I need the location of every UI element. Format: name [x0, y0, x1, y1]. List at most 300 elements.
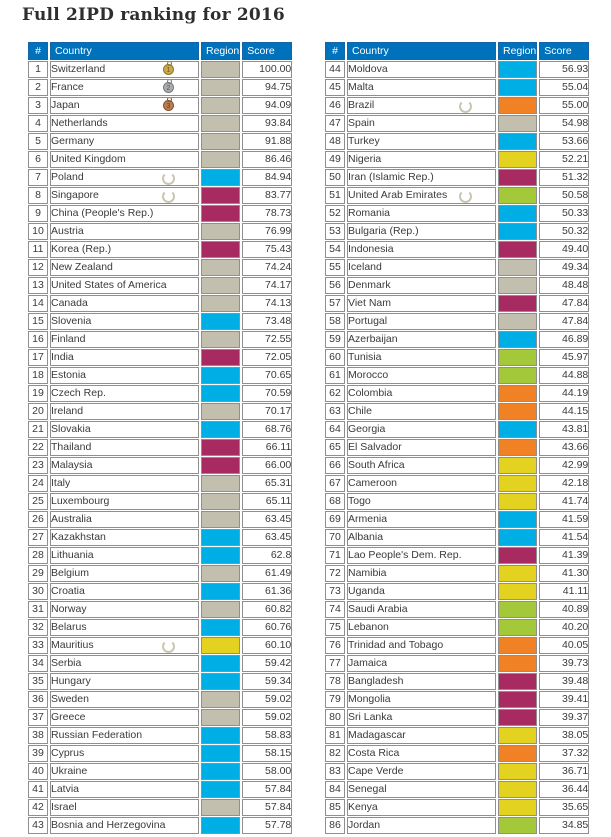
- country-label: Senegal: [348, 783, 387, 795]
- country-label: United Arab Emirates: [348, 189, 448, 201]
- rank-cell: 83: [325, 763, 345, 780]
- country-label: El Salvador: [348, 441, 402, 453]
- country-label: Lao People's Dem. Rep.: [348, 549, 462, 561]
- country-label: France: [51, 81, 84, 93]
- score-cell: 60.10: [242, 637, 292, 654]
- country-cell: [347, 511, 496, 528]
- table-row: [325, 205, 589, 222]
- region-cell: [498, 241, 537, 258]
- region-cell: [498, 673, 537, 690]
- country-cell: [50, 241, 199, 258]
- country-cell: [347, 619, 496, 636]
- rank-cell: 15: [28, 313, 48, 330]
- rank-cell: 81: [325, 727, 345, 744]
- country-cell: [50, 223, 199, 240]
- table-row: [28, 115, 292, 132]
- medal-ribbon-loop: [167, 79, 172, 84]
- score-cell: 76.99: [242, 223, 292, 240]
- rank-cell: 53: [325, 223, 345, 240]
- country-cell: [50, 619, 199, 636]
- column-header-country: Country: [50, 42, 199, 60]
- rank-cell: 54: [325, 241, 345, 258]
- rank-cell: 35: [28, 673, 48, 690]
- country-label: Luxembourg: [51, 495, 110, 507]
- silver-medal-icon: 2: [163, 82, 174, 93]
- region-cell: [201, 403, 240, 420]
- country-cell: [347, 547, 496, 564]
- score-cell: 66.11: [242, 439, 292, 456]
- table-row: [325, 169, 589, 186]
- table-row: [325, 619, 589, 636]
- country-label: Thailand: [51, 441, 92, 453]
- table-row: [28, 655, 292, 672]
- country-label: New Zealand: [51, 261, 113, 273]
- score-cell: 39.37: [539, 709, 589, 726]
- country-cell: [347, 655, 496, 672]
- country-cell: [347, 475, 496, 492]
- rank-cell: 62: [325, 385, 345, 402]
- score-cell: 44.15: [539, 403, 589, 420]
- region-cell: [201, 331, 240, 348]
- country-cell: [50, 421, 199, 438]
- region-cell: [201, 295, 240, 312]
- region-cell: [201, 493, 240, 510]
- country-cell: [347, 313, 496, 330]
- rank-cell: 8: [28, 187, 48, 204]
- region-cell: [201, 673, 240, 690]
- country-label: Kenya: [348, 801, 378, 813]
- score-cell: 46.89: [539, 331, 589, 348]
- region-cell: [498, 655, 537, 672]
- region-cell: [498, 583, 537, 600]
- rank-cell: 16: [28, 331, 48, 348]
- country-label: Hungary: [51, 675, 91, 687]
- table-row: [28, 817, 292, 834]
- table-row: [28, 205, 292, 222]
- score-cell: 50.58: [539, 187, 589, 204]
- rank-cell: 25: [28, 493, 48, 510]
- region-cell: [498, 547, 537, 564]
- region-cell: [201, 565, 240, 582]
- country-label: Ukraine: [51, 765, 88, 777]
- score-cell: 56.93: [539, 61, 589, 78]
- region-cell: [201, 223, 240, 240]
- rank-cell: 51: [325, 187, 345, 204]
- score-cell: 62.8: [242, 547, 292, 564]
- region-cell: [498, 97, 537, 114]
- region-cell: [201, 601, 240, 618]
- score-cell: 58.00: [242, 763, 292, 780]
- score-cell: 55.00: [539, 97, 589, 114]
- country-label: United Kingdom: [51, 153, 126, 165]
- region-cell: [498, 457, 537, 474]
- rank-cell: 46: [325, 97, 345, 114]
- score-cell: 73.48: [242, 313, 292, 330]
- region-cell: [201, 475, 240, 492]
- table-row: [28, 349, 292, 366]
- score-cell: 35.65: [539, 799, 589, 816]
- table-row: [28, 61, 292, 78]
- table-row: [28, 367, 292, 384]
- score-cell: 57.84: [242, 799, 292, 816]
- rank-cell: 77: [325, 655, 345, 672]
- country-label: Costa Rica: [348, 747, 400, 759]
- country-cell: [50, 133, 199, 150]
- country-cell: [347, 79, 496, 96]
- country-label: Estonia: [51, 369, 87, 381]
- ranking-table-right-container: [323, 41, 591, 835]
- table-row: [28, 277, 292, 294]
- score-cell: 65.11: [242, 493, 292, 510]
- region-cell: [498, 763, 537, 780]
- country-label: Turkey: [348, 135, 380, 147]
- country-cell: [50, 349, 199, 366]
- score-cell: 84.94: [242, 169, 292, 186]
- score-cell: 66.00: [242, 457, 292, 474]
- score-cell: 83.77: [242, 187, 292, 204]
- rank-cell: 11: [28, 241, 48, 258]
- country-label: Netherlands: [51, 117, 108, 129]
- score-cell: 72.55: [242, 331, 292, 348]
- rank-cell: 63: [325, 403, 345, 420]
- score-cell: 43.81: [539, 421, 589, 438]
- rank-cell: 42: [28, 799, 48, 816]
- bronze-medal-icon: 3: [163, 100, 174, 111]
- table-row: [28, 241, 292, 258]
- country-cell: [50, 691, 199, 708]
- country-label: Indonesia: [348, 243, 394, 255]
- score-cell: 39.48: [539, 673, 589, 690]
- country-label: Saudi Arabia: [348, 603, 408, 615]
- country-cell: [347, 403, 496, 420]
- country-label: Bulgaria (Rep.): [348, 225, 419, 237]
- region-cell: [498, 115, 537, 132]
- rank-cell: 73: [325, 583, 345, 600]
- score-cell: 37.32: [539, 745, 589, 762]
- country-label: Italy: [51, 477, 71, 489]
- table-row: [28, 331, 292, 348]
- rank-cell: 45: [325, 79, 345, 96]
- table-row: [28, 583, 292, 600]
- country-cell: [347, 565, 496, 582]
- column-header-rank: #: [28, 42, 48, 60]
- region-cell: [498, 169, 537, 186]
- region-cell: [498, 493, 537, 510]
- score-cell: 41.74: [539, 493, 589, 510]
- country-label: China (People's Rep.): [51, 207, 154, 219]
- country-cell: [50, 745, 199, 762]
- country-cell: [50, 367, 199, 384]
- country-label: Germany: [51, 135, 95, 147]
- region-cell: [498, 637, 537, 654]
- table-row: [325, 691, 589, 708]
- country-label: Malaysia: [51, 459, 93, 471]
- score-cell: 74.17: [242, 277, 292, 294]
- region-cell: [201, 151, 240, 168]
- rank-cell: 9: [28, 205, 48, 222]
- score-cell: 63.45: [242, 529, 292, 546]
- table-row: [325, 493, 589, 510]
- country-cell: [50, 115, 199, 132]
- table-row: [325, 655, 589, 672]
- country-label: Mauritius: [51, 639, 94, 651]
- country-cell: [347, 385, 496, 402]
- country-cell: [347, 763, 496, 780]
- country-cell: [50, 385, 199, 402]
- country-label: Russian Federation: [51, 729, 143, 741]
- table-row: [325, 367, 589, 384]
- country-cell: [50, 493, 199, 510]
- rank-cell: 1: [28, 61, 48, 78]
- country-label: Georgia: [348, 423, 386, 435]
- country-cell: [50, 655, 199, 672]
- rank-cell: 47: [325, 115, 345, 132]
- rank-cell: 38: [28, 727, 48, 744]
- country-cell: [347, 61, 496, 78]
- table-row: [325, 331, 589, 348]
- country-label: Switzerland: [51, 63, 106, 75]
- region-cell: [201, 259, 240, 276]
- score-cell: 51.32: [539, 169, 589, 186]
- region-cell: [498, 349, 537, 366]
- ranking-table-right: [323, 41, 591, 835]
- column-header-country: Country: [347, 42, 496, 60]
- country-label: Canada: [51, 297, 88, 309]
- rank-cell: 2: [28, 79, 48, 96]
- country-label: Azerbaijan: [348, 333, 398, 345]
- score-cell: 75.43: [242, 241, 292, 258]
- country-cell: [50, 403, 199, 420]
- country-cell: [347, 493, 496, 510]
- rank-cell: 22: [28, 439, 48, 456]
- score-cell: 61.36: [242, 583, 292, 600]
- country-cell: [347, 259, 496, 276]
- rank-cell: 28: [28, 547, 48, 564]
- rank-cell: 10: [28, 223, 48, 240]
- region-cell: [201, 781, 240, 798]
- rank-cell: 79: [325, 691, 345, 708]
- header-row: [28, 42, 292, 60]
- region-cell: [201, 619, 240, 636]
- column-header-rank: #: [325, 42, 345, 60]
- table-row: [28, 421, 292, 438]
- table-row: [28, 313, 292, 330]
- region-cell: [498, 511, 537, 528]
- country-cell: [347, 439, 496, 456]
- table-row: [28, 457, 292, 474]
- rank-cell: 27: [28, 529, 48, 546]
- table-row: [325, 421, 589, 438]
- rank-cell: 17: [28, 349, 48, 366]
- region-cell: [201, 691, 240, 708]
- score-cell: 58.83: [242, 727, 292, 744]
- table-row: [325, 673, 589, 690]
- score-cell: 50.32: [539, 223, 589, 240]
- rank-cell: 32: [28, 619, 48, 636]
- country-cell: [347, 637, 496, 654]
- score-cell: 43.66: [539, 439, 589, 456]
- country-label: Belgium: [51, 567, 89, 579]
- region-cell: [201, 799, 240, 816]
- score-cell: 40.20: [539, 619, 589, 636]
- region-cell: [498, 403, 537, 420]
- rank-cell: 58: [325, 313, 345, 330]
- table-row: [28, 619, 292, 636]
- table-row: [28, 799, 292, 816]
- medal-ribbon-loop: [167, 97, 172, 102]
- score-cell: 94.09: [242, 97, 292, 114]
- table-row: [325, 547, 589, 564]
- laurel-wreath-icon: [162, 190, 175, 203]
- country-cell: [347, 169, 496, 186]
- country-cell: [50, 673, 199, 690]
- country-label: Israel: [51, 801, 77, 813]
- country-label: Romania: [348, 207, 391, 219]
- score-cell: 72.05: [242, 349, 292, 366]
- country-label: Slovenia: [51, 315, 92, 327]
- country-label: India: [51, 351, 74, 363]
- rank-cell: 12: [28, 259, 48, 276]
- country-label: Viet Nam: [348, 297, 391, 309]
- table-row: [325, 529, 589, 546]
- gold-medal-icon: 1: [163, 64, 174, 75]
- table-row: [325, 817, 589, 834]
- rank-cell: 26: [28, 511, 48, 528]
- score-cell: 70.59: [242, 385, 292, 402]
- rank-cell: 70: [325, 529, 345, 546]
- country-label: Singapore: [51, 189, 99, 201]
- region-cell: [201, 187, 240, 204]
- region-cell: [201, 637, 240, 654]
- country-label: Moldova: [348, 63, 388, 75]
- region-cell: [498, 781, 537, 798]
- region-cell: [201, 169, 240, 186]
- table-row: [28, 691, 292, 708]
- score-cell: 57.78: [242, 817, 292, 834]
- laurel-wreath-icon: [162, 640, 175, 653]
- region-cell: [498, 259, 537, 276]
- country-cell: [347, 457, 496, 474]
- score-cell: 61.49: [242, 565, 292, 582]
- rank-cell: 34: [28, 655, 48, 672]
- country-label: Korea (Rep.): [51, 243, 112, 255]
- country-label: Croatia: [51, 585, 85, 597]
- region-cell: [201, 547, 240, 564]
- country-label: Poland: [51, 171, 84, 183]
- laurel-wreath-icon: [459, 190, 472, 203]
- table-row: [28, 601, 292, 618]
- rank-cell: 7: [28, 169, 48, 186]
- country-label: Mongolia: [348, 693, 391, 705]
- score-cell: 47.84: [539, 313, 589, 330]
- country-cell: [347, 205, 496, 222]
- country-cell: [50, 313, 199, 330]
- table-row: [28, 745, 292, 762]
- table-row: [325, 277, 589, 294]
- country-cell: [347, 709, 496, 726]
- table-row: [28, 259, 292, 276]
- country-cell: [347, 745, 496, 762]
- country-label: Ireland: [51, 405, 84, 417]
- rank-cell: 69: [325, 511, 345, 528]
- region-cell: [201, 727, 240, 744]
- rank-cell: 43: [28, 817, 48, 834]
- country-cell: [347, 817, 496, 834]
- country-label: Jordan: [348, 819, 381, 831]
- country-label: Brazil: [348, 99, 375, 111]
- rank-cell: 74: [325, 601, 345, 618]
- country-cell: [347, 133, 496, 150]
- region-cell: [498, 817, 537, 834]
- rank-cell: 57: [325, 295, 345, 312]
- country-label: Czech Rep.: [51, 387, 106, 399]
- score-cell: 49.34: [539, 259, 589, 276]
- score-cell: 44.88: [539, 367, 589, 384]
- table-row: [28, 385, 292, 402]
- score-cell: 86.46: [242, 151, 292, 168]
- country-cell: [50, 187, 199, 204]
- table-row: [325, 313, 589, 330]
- country-label: Tunisia: [348, 351, 382, 363]
- laurel-wreath-icon: [459, 100, 472, 113]
- country-cell: [347, 223, 496, 240]
- score-cell: 38.05: [539, 727, 589, 744]
- region-cell: [498, 223, 537, 240]
- country-label: Portugal: [348, 315, 388, 327]
- table-row: [28, 781, 292, 798]
- country-cell: [50, 781, 199, 798]
- rank-cell: 52: [325, 205, 345, 222]
- score-cell: 44.19: [539, 385, 589, 402]
- country-label: Bangladesh: [348, 675, 404, 687]
- country-label: Morocco: [348, 369, 389, 381]
- table-row: [325, 709, 589, 726]
- score-cell: 53.66: [539, 133, 589, 150]
- score-cell: 41.39: [539, 547, 589, 564]
- country-cell: [50, 61, 199, 78]
- country-cell: [50, 583, 199, 600]
- region-cell: [201, 439, 240, 456]
- country-label: Sweden: [51, 693, 89, 705]
- table-row: [28, 673, 292, 690]
- score-cell: 78.73: [242, 205, 292, 222]
- region-cell: [498, 151, 537, 168]
- score-cell: 63.45: [242, 511, 292, 528]
- region-cell: [201, 709, 240, 726]
- rank-cell: 40: [28, 763, 48, 780]
- table-row: [325, 601, 589, 618]
- country-cell: [50, 331, 199, 348]
- rank-cell: 65: [325, 439, 345, 456]
- score-cell: 34.85: [539, 817, 589, 834]
- country-cell: [347, 331, 496, 348]
- table-row: [28, 97, 292, 114]
- country-label: Lebanon: [348, 621, 389, 633]
- score-cell: 74.13: [242, 295, 292, 312]
- country-label: Japan: [51, 99, 80, 111]
- country-cell: [347, 151, 496, 168]
- table-row: [325, 781, 589, 798]
- table-row: [28, 709, 292, 726]
- score-cell: 70.65: [242, 367, 292, 384]
- score-cell: 57.84: [242, 781, 292, 798]
- region-cell: [201, 115, 240, 132]
- table-row: [325, 259, 589, 276]
- table-row: [28, 493, 292, 510]
- rank-cell: 23: [28, 457, 48, 474]
- score-cell: 36.71: [539, 763, 589, 780]
- table-row: [325, 799, 589, 816]
